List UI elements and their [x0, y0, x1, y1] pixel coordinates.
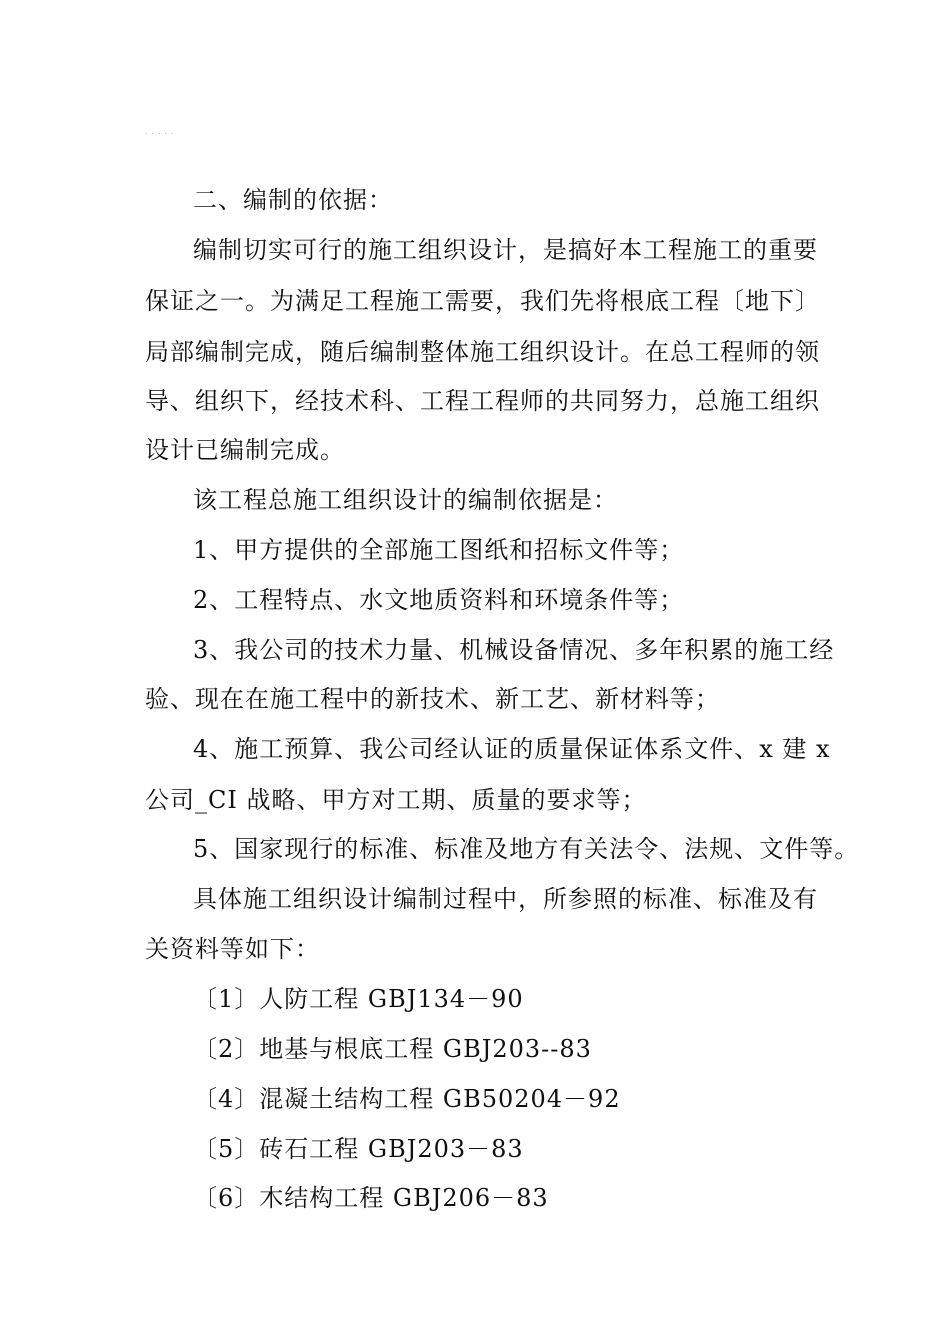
basis-item-2: 2、工程特点、水文地质资料和环境条件等；	[193, 586, 685, 614]
basis-item-5: 5、国家现行的标准、标准及地方有关法令、法规、文件等。	[193, 835, 860, 863]
para1-line-1: 编制切实可行的施工组织设计，是搞好本工程施工的重要	[193, 236, 818, 264]
para1-line-3: 局部编制完成，随后编制整体施工组织设计。在总工程师的领	[145, 338, 820, 366]
para3-line-1: 具体施工组织设计编制过程中，所参照的标准、标准及有	[193, 885, 818, 913]
basis-item-4-line-2: 公司_CI 战略、甲方对工期、质量的要求等；	[145, 786, 647, 814]
para1-line-5: 设计已编制完成。	[145, 436, 345, 464]
para1-line-4: 导、组织下，经技术科、工程工程师的共同努力，总施工组织	[145, 387, 820, 415]
para3-line-2: 关资料等如下：	[145, 935, 320, 963]
basis-item-3-line-2: 验、现在在施工程中的新技术、新工艺、新材料等；	[145, 685, 720, 713]
header-mark: · · · · ·	[145, 130, 175, 138]
standard-item-5: 〔5〕砖石工程 GBJ203－83	[193, 1135, 524, 1163]
standard-item-4: 〔4〕混凝土结构工程 GB50204－92	[193, 1085, 621, 1113]
section-heading: 二、编制的依据：	[193, 186, 393, 214]
standard-item-6: 〔6〕木结构工程 GBJ206－83	[193, 1184, 549, 1212]
para2: 该工程总施工组织设计的编制依据是：	[193, 486, 618, 514]
basis-item-4-line-1: 4、施工预算、我公司经认证的质量保证体系文件、x 建 x	[193, 735, 831, 763]
standard-item-2: 〔2〕地基与根底工程 GBJ203--83	[193, 1035, 592, 1063]
standard-item-1: 〔1〕人防工程 GBJ134－90	[193, 985, 524, 1013]
para1-line-2: 保证之一。为满足工程施工需要，我们先将根底工程〔地下〕	[145, 287, 820, 315]
basis-item-3-line-1: 3、我公司的技术力量、机械设备情况、多年积累的施工经	[193, 636, 835, 664]
basis-item-1: 1、甲方提供的全部施工图纸和招标文件等；	[193, 536, 685, 564]
